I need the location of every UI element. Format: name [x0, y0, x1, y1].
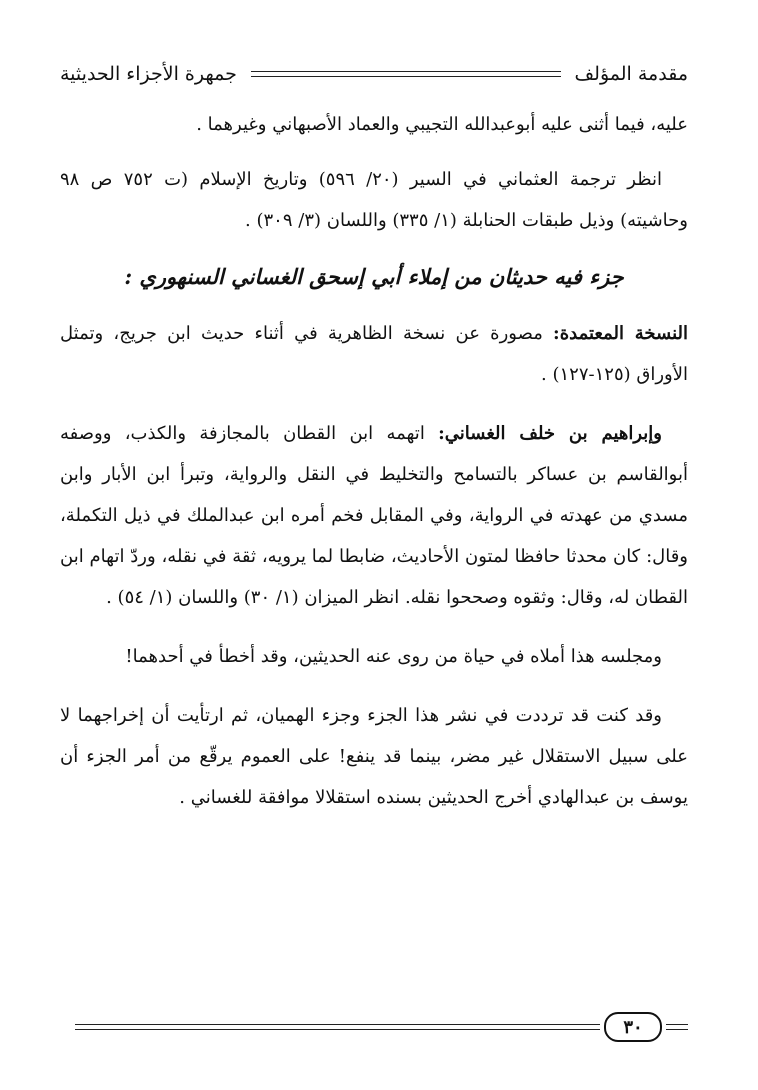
page-number: ٣٠ [604, 1012, 662, 1042]
paragraph-3-text: مصورة عن نسخة الظاهرية في أثناء حديث ابن جريج، وتمثل الأوراق (١٢٥-١٢٧) . [60, 323, 688, 385]
header-section-title: مقدمة المؤلف [574, 63, 688, 85]
header-rule [251, 71, 561, 77]
paragraph-3 [60, 313, 688, 395]
paragraph-5: ومجلسه هذا أملاه في حياة من روى عنه الحديثين، وقد أخطأ في أحدهما! [125, 646, 662, 667]
paragraph-2: انظر ترجمة العثماني في السير (٢٠/ ٥٩٦) وتاريخ الإسلام (ت ٧٥٢ ص ٩٨ وحاشيته) وذيل طبقات الحنابلة (١/ ٣٣٥) واللسان (٣/ ٣٠٩) . [60, 169, 688, 231]
paragraph-6: وقد كنت قد ترددت في نشر هذا الجزء وجزء الهميان، ثم ارتأيت أن إخراجهما لا على سبيل الاستقلال غير مضر، بينما قد ينفع! على العموم يرقّع من أمر الجزء أن يوسف بن عبدالهادي أخرج الحديثين بسنده استقلالا موافقة للغساني . [60, 705, 688, 808]
paragraph-4-lead: وإبراهيم بن خلف الغساني: [438, 423, 662, 444]
page-footer [75, 1010, 688, 1044]
paragraph-3-lead: النسخة المعتمدة: [553, 323, 688, 344]
footer-rule [75, 1024, 600, 1030]
running-header [60, 58, 688, 90]
section-heading: جزء فيه حديثان من إملاء أبي إسحق الغساني السنهوري : [124, 264, 624, 289]
paragraph-4-text: اتهمه ابن القطان بالمجازفة والكذب، ووصفه أبوالقاسم بن عساكر بالتسامح والتخليط في النقل والرواية، وتبرأ ابن الأبار وابن مسدي من عهدته في الرواية، وفي المقابل فخم أمره ابن عبدالملك في ذيل التكملة، وقال: كان محدثا حافظا لمتون الأحاديث، ضابطا لما يرويه، ثقة في نقله، وردّ اتهام ابن القطان له، وقال: وثقوه وصححوا نقله. انظر الميزان (١/ ٣٠) واللسان (١/ ٥٤) . [60, 423, 688, 608]
paragraph-1: عليه، فيما أثنى عليه أبوعبدالله التجيبي والعماد الأصبهاني وغيرهما . [196, 114, 688, 135]
page-body [60, 104, 688, 818]
paragraph-4 [60, 413, 688, 618]
footer-rule-short [666, 1024, 688, 1030]
header-book-title: جمهرة الأجزاء الحديثية [60, 63, 237, 85]
